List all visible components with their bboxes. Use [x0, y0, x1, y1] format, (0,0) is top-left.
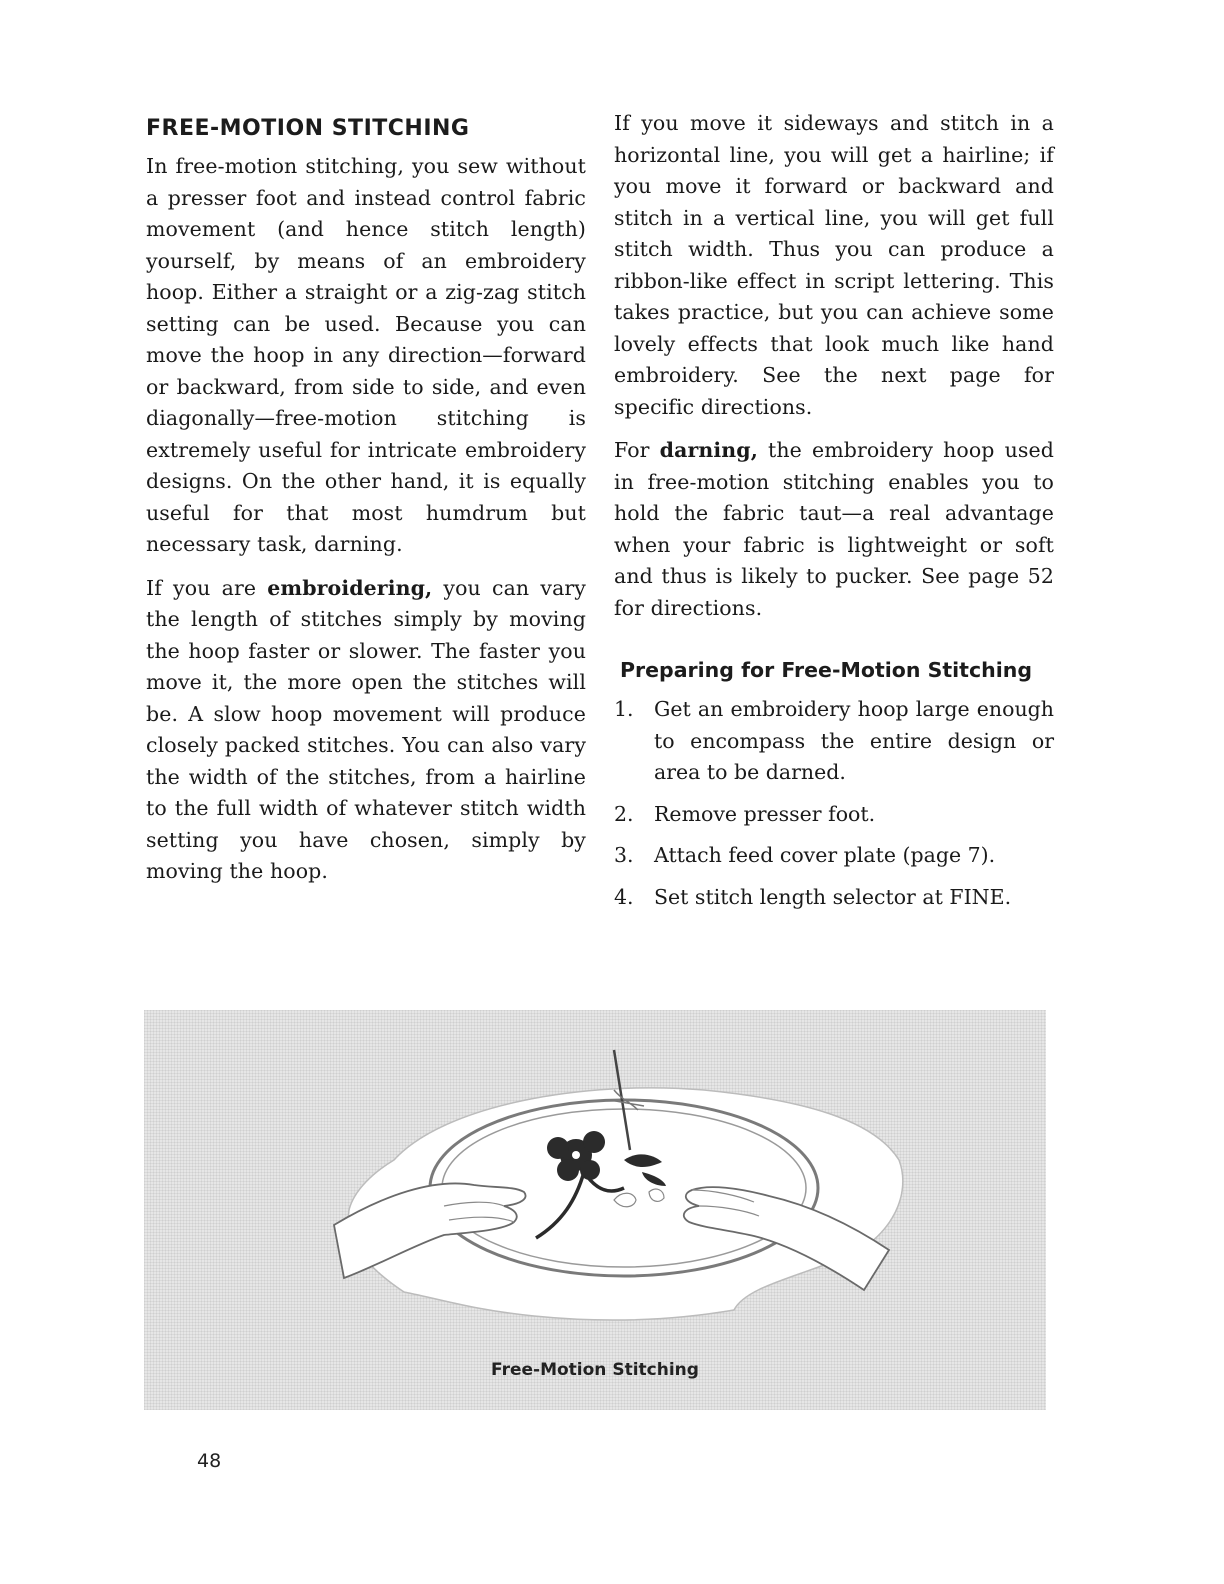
- embroidering-lead: If you are: [146, 575, 268, 600]
- right-column: [614, 108, 1054, 923]
- step-text: Remove presser foot.: [654, 801, 876, 826]
- hands-holding-embroidery-hoop-illustration: [144, 1010, 1046, 1410]
- step-item: [614, 694, 1054, 789]
- darning-keyword: darning,: [659, 438, 758, 462]
- left-column: [146, 108, 586, 900]
- step-item: [614, 799, 1054, 831]
- page-number: 48: [197, 1450, 222, 1472]
- darning-lead: For: [614, 438, 660, 462]
- section-title: FREE-MOTION STITCHING: [146, 116, 470, 141]
- steps-list: [614, 694, 1054, 913]
- illustration-figure: [144, 1010, 1046, 1410]
- step-text: Get an embroidery hoop large enough to encompass the entire design or area to be darned.: [654, 697, 1054, 784]
- intro-paragraph: In free-motion stitching, you sew without a presser foot and instead control fabric movement (and hence stitch length) yourself, by means of an embroidery hoop. Either a straight or a zig-zag stitch setting can be used. Because you can move the hoop in any direction—forward or backward, from side to side, and even diagonally—free-motion stitching is extremely useful for intricate embroidery designs. On the other hand, it is equally useful for that most humdrum but necessary task, darning.: [146, 154, 586, 556]
- sideways-paragraph: If you move it sideways and stitch in a horizontal line, you will get a hairline; if you move it forward or backward and stitch in a vertical line, you will get full stitch width. Thus you can produce a ribbon-like effect in script lettering. This takes practice, but you can achieve some lovely effects that look much like hand embroidery. See the next page for specific directions.: [614, 111, 1054, 419]
- step-item: [614, 882, 1054, 914]
- darning-text: the embroidery hoop used in free-motion stitching enables you to hold the fabric taut—a real advantage when your fabric is lightweight or soft and thus is likely to pucker. See page 52 for directions.: [614, 438, 1054, 620]
- step-number: 2.: [614, 801, 634, 826]
- step-number: 1.: [614, 697, 634, 721]
- embroidering-keyword: embroidering,: [267, 575, 433, 600]
- darning-paragraph: [614, 435, 1054, 624]
- step-number: 3.: [614, 843, 634, 867]
- figure-caption: Free-Motion Stitching: [491, 1360, 699, 1380]
- embroidering-text: you can vary the length of stitches simply by moving the hoop faster or slower. The faster you move it, the more open the stitches will be. A slow hoop movement will produce closely packed stitches. You can also vary the width of the stitches, from a hairline to the full width of whatever stitch width setting you have chosen, simply by moving the hoop.: [146, 575, 586, 883]
- embroidering-paragraph: [146, 573, 586, 888]
- step-text: Set stitch length selector at FINE.: [654, 884, 1012, 909]
- step-item: [614, 840, 1054, 872]
- step-text: Attach feed cover plate (page 7).: [654, 843, 996, 867]
- step-number: 4.: [614, 884, 634, 909]
- preparing-subheading: Preparing for Free-Motion Stitching: [620, 658, 1033, 682]
